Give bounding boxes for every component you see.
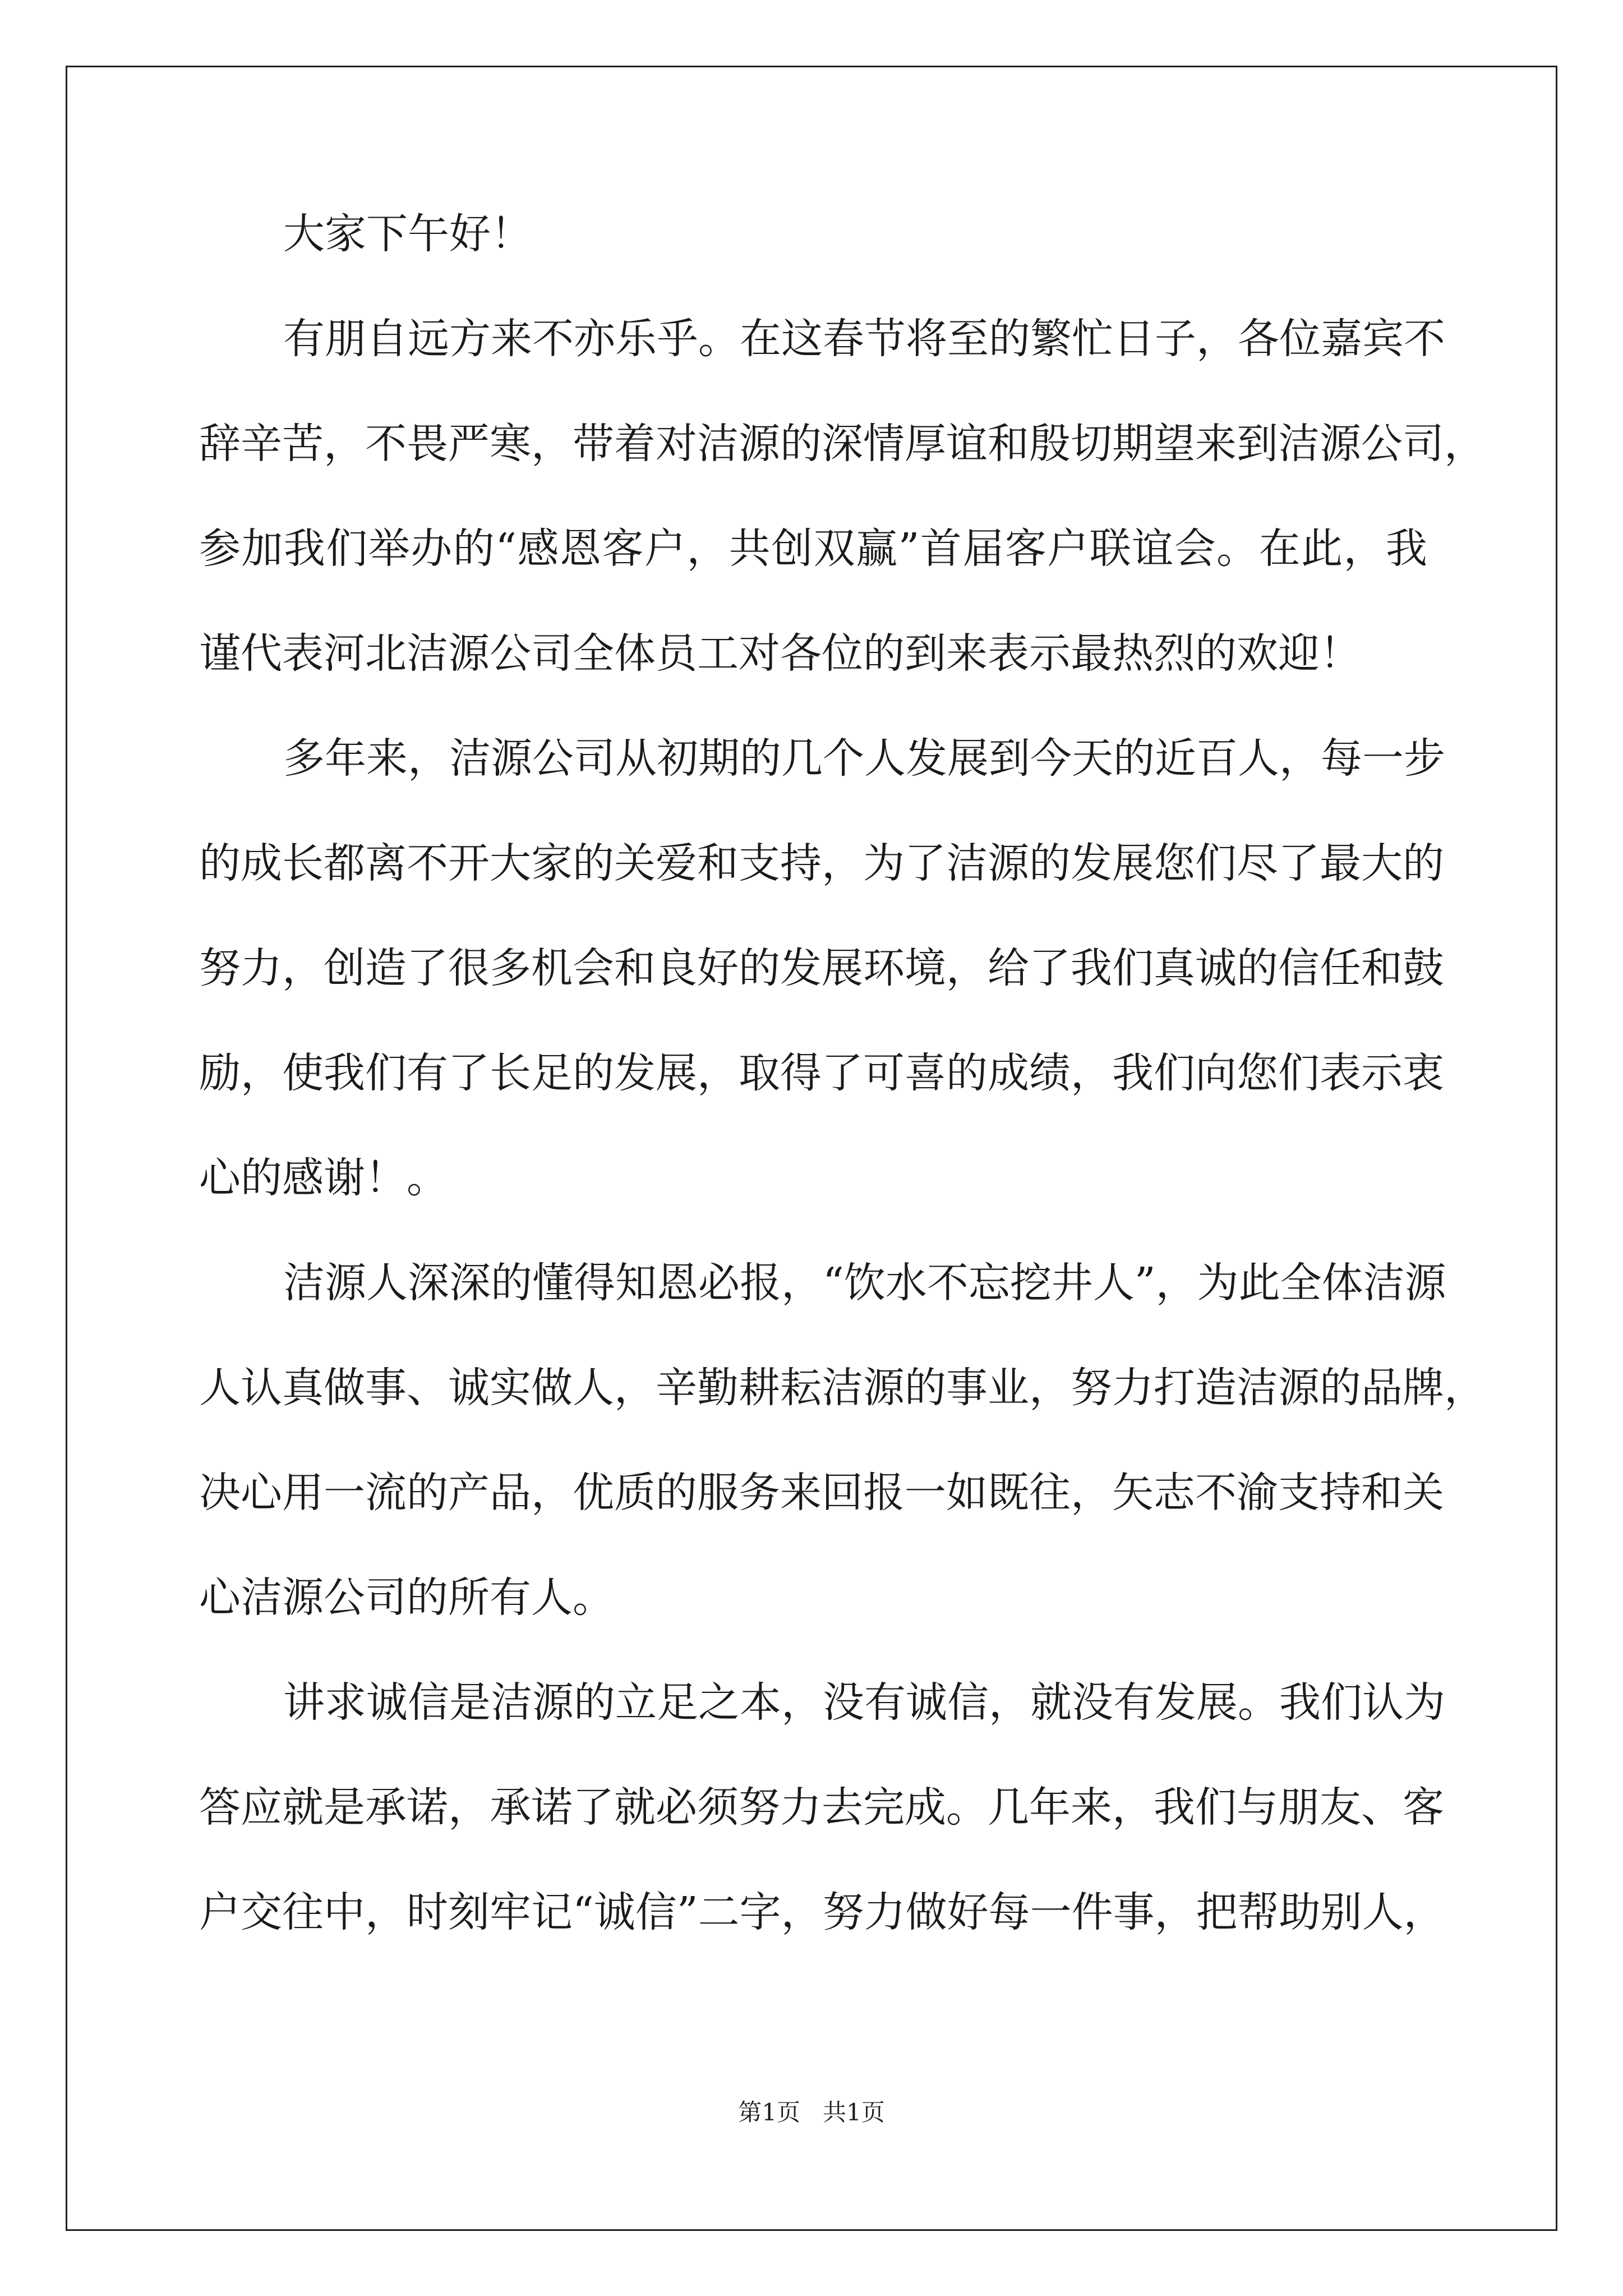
text-line: 人认真做事、诚实做人，辛勤耕耘洁源的事业，努力打造洁源的品牌，	[199, 1364, 1486, 1412]
page-footer	[0, 2101, 1623, 2124]
text-line: 心洁源公司的所有人。	[199, 1573, 614, 1622]
text-line: 大家下午好！	[283, 210, 532, 258]
page-total: 共1页	[823, 2099, 885, 2126]
text-line: 的成长都离不开大家的关爱和支持，为了洁源的发展您们尽了最大的	[199, 839, 1444, 887]
document-body	[199, 210, 1486, 1996]
text-line: 户交往中，时刻牢记“诚信”二字，努力做好每一件事，把帮助别人，	[199, 1888, 1445, 1936]
text-line: 讲求诚信是洁源的立足之本，没有诚信，就没有发展。我们认为	[283, 1678, 1445, 1727]
text-line: 洁源人深深的懂得知恩必报，“饮水不忘挖井人”，为此全体洁源	[283, 1259, 1446, 1307]
text-line: 有朋自远方来不亦乐乎。在这春节将至的繁忙日子，各位嘉宾不	[283, 315, 1445, 363]
text-line: 多年来，洁源公司从初期的几个人发展到今天的近百人，每一步	[283, 734, 1445, 783]
text-line: 心的感谢！。	[199, 1154, 448, 1202]
text-line: 决心用一流的产品，优质的服务来回报一如既往，矢志不渝支持和关	[199, 1469, 1444, 1517]
page-number: 第1页	[738, 2099, 800, 2126]
text-line: 励，使我们有了长足的发展，取得了可喜的成绩，我们向您们表示衷	[199, 1049, 1444, 1097]
text-line: 谨代表河北洁源公司全体员工对各位的到来表示最热烈的欢迎！	[199, 629, 1361, 678]
text-line: 参加我们举办的“感恩客户，共创双赢”首届客户联谊会。在此，我	[199, 524, 1427, 573]
text-line: 努力，创造了很多机会和良好的发展环境，给了我们真诚的信任和鼓	[199, 944, 1444, 992]
text-line: 辞辛苦，不畏严寒，带着对洁源的深情厚谊和殷切期望来到洁源公司，	[199, 420, 1486, 468]
text-line: 答应就是承诺，承诺了就必须努力去完成。几年来，我们与朋友、客	[199, 1783, 1444, 1832]
